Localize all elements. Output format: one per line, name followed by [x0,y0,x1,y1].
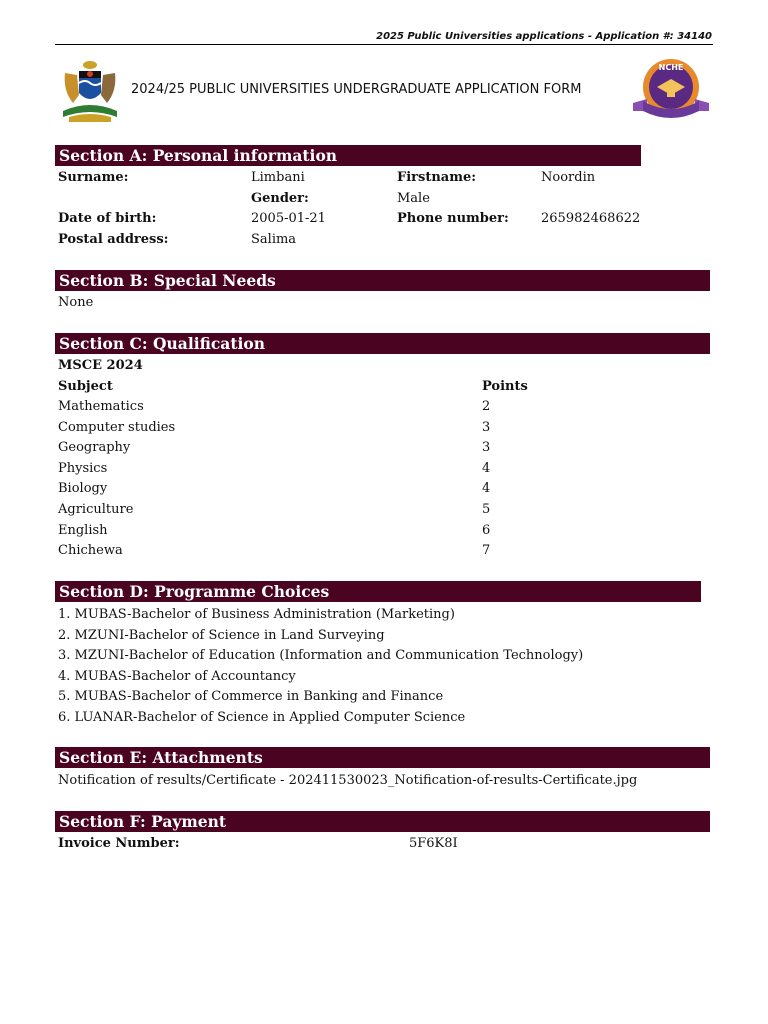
seal-text: NCHE [658,63,684,72]
invoice-label: Invoice Number: [58,836,180,851]
programme-choice-item: 1. MUBAS-Bachelor of Business Administration (Marketing) [58,607,455,622]
special-needs-value: None [58,295,94,310]
coat-of-arms-logo [59,59,121,123]
points-cell: 3 [482,440,491,456]
points-cell: 3 [482,419,491,435]
subject-cell: Geography [58,440,131,456]
section-b-heading: Section B: Special Needs [55,270,710,291]
section-d-heading: Section D: Programme Choices [55,581,701,602]
subject-cell: Mathematics [58,399,144,414]
dob-label: Date of birth: [58,211,157,226]
subject-cell: English [58,522,108,538]
header-divider [55,44,713,45]
firstname-value: Noordin [541,170,596,185]
points-cell: 5 [482,502,491,517]
phone-value: 265982468622 [541,211,641,226]
points-cell: 4 [482,481,491,497]
points-cell: 4 [482,460,491,476]
surname-label: Surname: [58,170,129,185]
attachment-item[interactable]: Notification of results/Certificate - 202411530023_Notification-of-results-Certificate.jpg [58,773,638,788]
subject-cell: Biology [58,481,108,497]
gender-label: Gender: [251,191,309,206]
programme-choice-item: 5. MUBAS-Bachelor of Commerce in Banking and Finance [58,689,444,705]
points-cell: 6 [482,522,491,538]
subject-cell: Agriculture [58,502,134,517]
subject-header: Subject [58,379,113,394]
subject-cell: Physics [58,460,108,476]
points-header: Points [482,379,528,394]
programme-choice-item: 6. LUANAR-Bachelor of Science in Applied Computer Science [58,710,466,725]
surname-value: Limbani [251,170,305,185]
phone-label: Phone number: [397,211,509,226]
postal-value: Salima [251,232,297,247]
form-title: 2024/25 PUBLIC UNIVERSITIES UNDERGRADUATE APPLICATION FORM [131,82,582,97]
section-a-heading: Section A: Personal information [55,145,641,166]
exam-title: MSCE 2024 [58,358,143,373]
section-c-heading: Section C: Qualification [55,333,710,354]
section-e-heading: Section E: Attachments [55,747,710,768]
subject-cell: Chichewa [58,543,123,559]
gender-value: Male [397,191,430,206]
postal-label: Postal address: [58,232,169,247]
firstname-label: Firstname: [397,170,477,185]
dob-value: 2005-01-21 [251,211,326,226]
programme-choice-item: 4. MUBAS-Bachelor of Accountancy [58,668,296,684]
programme-choice-item: 3. MZUNI-Bachelor of Education (Information and Communication Technology) [58,648,584,664]
running-head: 2025 Public Universities applications - Application #: 34140 [376,31,712,42]
section-f-heading: Section F: Payment [55,811,710,832]
programme-choice-item: 2. MZUNI-Bachelor of Science in Land Surveying [58,627,385,643]
points-cell: 7 [482,543,491,559]
points-cell: 2 [482,399,491,414]
invoice-value: 5F6K8I [409,836,458,851]
nche-seal-logo [631,57,711,123]
subject-cell: Computer studies [58,419,176,435]
